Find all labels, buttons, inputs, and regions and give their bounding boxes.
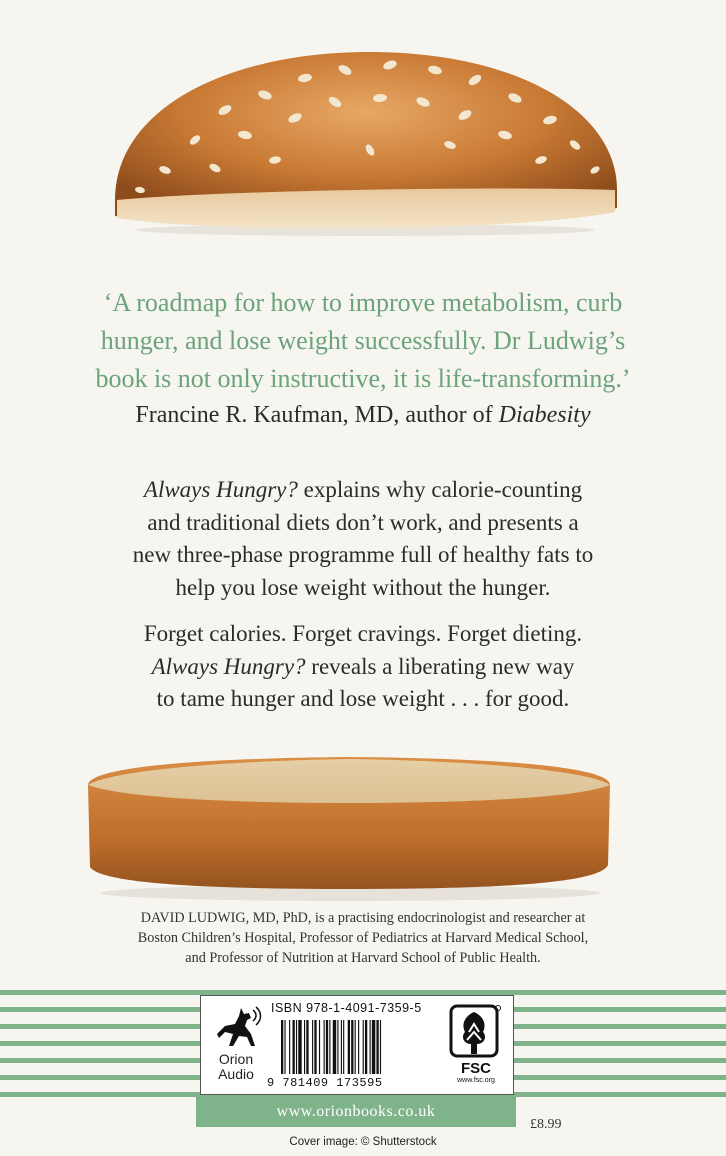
fsc-url: www.fsc.org <box>457 1077 495 1084</box>
bio-line: and Professor of Nutrition at Harvard School of Public Health. <box>185 950 541 966</box>
quote-line: hunger, and lose weight successfully. Dr Ludwig’s <box>100 326 626 355</box>
bio-line: DAVID LUDWIG, MD, PhD, is a practising endocrinologist and researcher at <box>140 910 586 926</box>
fsc-tree-icon <box>447 1004 503 1064</box>
bio-line: Boston Children’s Hospital, Professor of Pediatrics at Harvard Medical School, <box>137 930 589 946</box>
publisher-website[interactable]: www.orionbooks.co.uk <box>196 1097 516 1127</box>
cover-image-credit: Cover image: © Shutterstock <box>289 1136 437 1148</box>
quote-line: ‘A roadmap for how to improve metabolism, curb <box>103 288 623 317</box>
book-title-italic: Always Hungry? <box>143 477 298 502</box>
blurb-text: reveals a liberating new way <box>305 653 575 679</box>
review-quote <box>40 284 686 398</box>
attribution-name: Francine R. Kaufman, MD, author of <box>135 402 499 428</box>
quote-attribution <box>40 402 686 429</box>
barcode-panel <box>200 995 514 1095</box>
quote-line: book is not only instructive, it is life-transforming.’ <box>95 364 631 393</box>
author-bio <box>40 908 686 968</box>
blurb-text: explains why calorie-counting <box>297 477 583 502</box>
bun-top-image <box>105 40 625 240</box>
blurb-text: Forget calories. Forget cravings. Forget dieting. <box>143 621 583 646</box>
description-paragraph-2 <box>40 618 686 716</box>
publisher-line: Audio <box>218 1066 254 1082</box>
orion-dog-icon <box>211 1004 263 1052</box>
blurb-text: help you lose weight without the hunger. <box>175 574 551 600</box>
publisher-line: Orion <box>218 1051 254 1067</box>
barcode-image <box>279 1020 439 1082</box>
price-label: £8.99 <box>530 1117 562 1132</box>
blurb-text: new three-phase programme full of healthy fats to <box>132 542 594 567</box>
blurb-text: to tame hunger and lose weight . . . for good. <box>156 686 570 711</box>
book-title-italic: Always Hungry? <box>151 653 306 679</box>
fsc-label: FSC <box>461 1060 491 1077</box>
bun-bottom-image <box>80 745 620 905</box>
description-paragraph-1 <box>40 474 686 604</box>
barcode-digits: 9 781409 173595 <box>267 1076 443 1090</box>
blurb-text: and traditional diets don’t work, and presents a <box>147 509 579 535</box>
publisher-name <box>209 1052 263 1082</box>
attribution-book-title: Diabesity <box>498 402 591 428</box>
isbn-text: ISBN 978-1-4091-7359-5 <box>271 1001 422 1015</box>
